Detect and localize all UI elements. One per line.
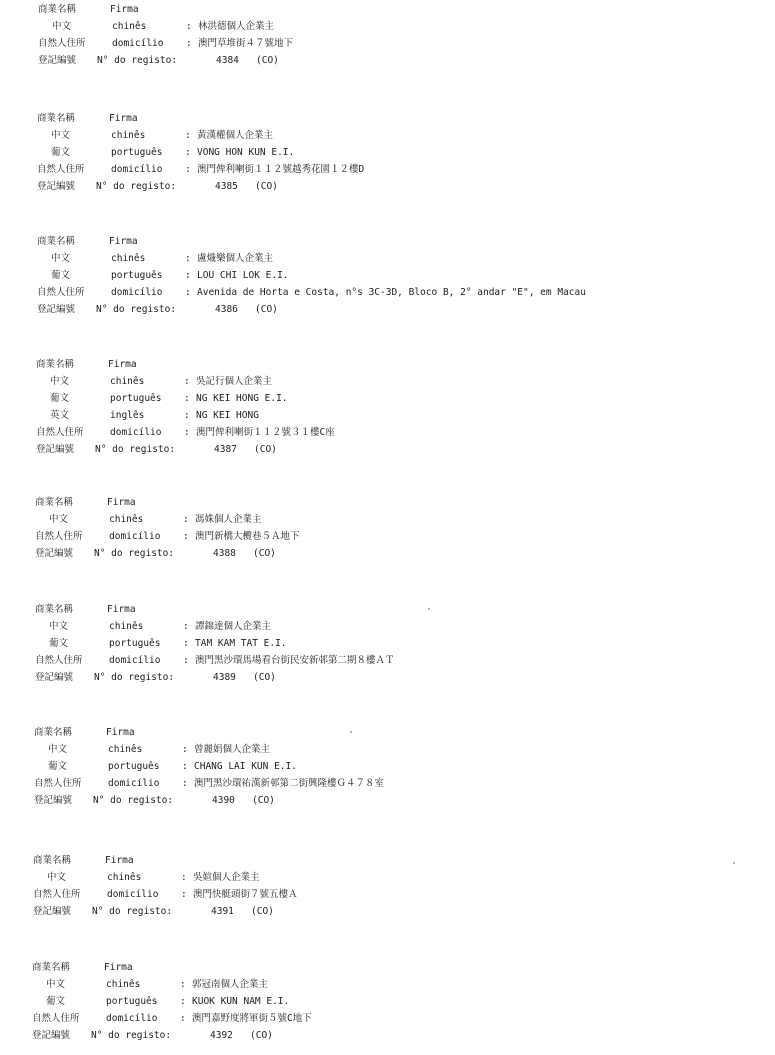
- registo-label-zh: 登記編號: [37, 181, 76, 192]
- language-label-zh: 葡文: [46, 996, 66, 1007]
- firma-label-zh: 商業名稱: [36, 359, 75, 370]
- registo-row: [36, 441, 736, 458]
- domicilio-row: [34, 775, 734, 792]
- registo-row: [35, 545, 735, 562]
- firma-label-zh: 商業名稱: [38, 4, 77, 15]
- language-label-zh: 中文: [48, 744, 68, 755]
- firm-name-value: CHANG LAI KUN E.I.: [194, 761, 297, 772]
- registry-entry: [32, 959, 732, 1044]
- colon-separator: :: [185, 164, 191, 175]
- colon-separator: :: [180, 979, 186, 990]
- registo-label-pt: N° do registo:: [93, 795, 174, 806]
- registo-label-zh: 登記編號: [34, 795, 73, 806]
- domicilio-value: 澳門嘉野度將軍街５號C地下: [192, 1013, 312, 1024]
- firma-label-pt: Firma: [105, 855, 134, 866]
- name-row: [37, 267, 737, 284]
- registo-number: 4384: [216, 55, 239, 66]
- registry-entry: [37, 233, 737, 318]
- domicilio-label-zh: 自然人住所: [33, 889, 81, 900]
- firma-label-zh: 商業名稱: [35, 604, 74, 615]
- name-row: [34, 741, 734, 758]
- language-label-pt: chinês: [109, 514, 144, 525]
- firm-name-value: 郭冠南個人企業主: [192, 979, 269, 990]
- name-row: [35, 511, 735, 528]
- firm-name-value: 黃漢權個人企業主: [197, 130, 274, 141]
- registo-row: [35, 669, 735, 686]
- name-row: [35, 635, 735, 652]
- registo-label-pt: N° do registo:: [96, 181, 177, 192]
- firma-label-pt: Firma: [106, 727, 135, 738]
- firm-name-value: VONG HON KUN E.I.: [197, 147, 295, 158]
- domicilio-label-zh: 自然人住所: [35, 531, 83, 542]
- registo-label-zh: 登記編號: [37, 304, 76, 315]
- colon-separator: :: [186, 38, 192, 49]
- name-row: [37, 250, 737, 267]
- language-label-zh: 中文: [52, 21, 72, 32]
- colon-separator: :: [184, 393, 190, 404]
- colon-separator: :: [186, 21, 192, 32]
- registo-number: 4385: [215, 181, 238, 192]
- language-label-zh: 中文: [46, 979, 66, 990]
- firma-label-zh: 商業名稱: [33, 855, 72, 866]
- registo-label-zh: 登記編號: [35, 672, 74, 683]
- firma-label-pt: Firma: [108, 359, 137, 370]
- registry-entry: [38, 1, 738, 69]
- colon-separator: :: [180, 1013, 186, 1024]
- firma-label-pt: Firma: [107, 497, 136, 508]
- domicilio-label-zh: 自然人住所: [37, 287, 85, 298]
- language-label-pt: português: [110, 393, 162, 404]
- colon-separator: :: [185, 270, 191, 281]
- firma-row: [34, 724, 734, 741]
- domicilio-label-pt: domicílio: [108, 778, 160, 789]
- registo-row: [38, 52, 738, 69]
- scan-speck: [733, 862, 735, 864]
- registo-row: [33, 903, 733, 920]
- firm-name-value: 盧熾樂個人企業主: [197, 253, 274, 264]
- domicilio-label-zh: 自然人住所: [34, 778, 82, 789]
- registry-entry: [36, 356, 736, 458]
- language-label-pt: português: [111, 147, 163, 158]
- name-row: [33, 869, 733, 886]
- domicilio-value: 澳門俾利喇街１１２號越秀花園１２樓D: [197, 164, 365, 175]
- domicilio-value: 澳門黑沙環馬場看台街民安新邨第二期８樓ＡＴ: [195, 655, 395, 666]
- domicilio-row: [38, 35, 738, 52]
- domicilio-label-zh: 自然人住所: [35, 655, 83, 666]
- name-row: [32, 976, 732, 993]
- language-label-zh: 葡文: [48, 761, 68, 772]
- firma-label-zh: 商業名稱: [34, 727, 73, 738]
- language-label-zh: 英文: [50, 410, 70, 421]
- registo-label-zh: 登記編號: [32, 1030, 71, 1041]
- colon-separator: :: [183, 655, 189, 666]
- firma-row: [35, 494, 735, 511]
- firma-row: [32, 959, 732, 976]
- domicilio-row: [37, 161, 737, 178]
- language-label-zh: 中文: [50, 376, 70, 387]
- registo-label-pt: N° do registo:: [91, 1030, 172, 1041]
- domicilio-value: Avenida de Horta e Costa, n°s 3C-3D, Bloco B, 2° andar "E", em Macau: [197, 287, 586, 298]
- firma-label-pt: Firma: [104, 962, 133, 973]
- registo-code: (CO): [255, 304, 278, 315]
- registo-number: 4392: [210, 1030, 233, 1041]
- firma-row: [37, 233, 737, 250]
- domicilio-label-pt: domicílio: [106, 1013, 158, 1024]
- domicilio-label-pt: domicílio: [110, 427, 162, 438]
- registo-code: (CO): [255, 181, 278, 192]
- colon-separator: :: [182, 778, 188, 789]
- domicilio-row: [36, 424, 736, 441]
- colon-separator: :: [183, 531, 189, 542]
- language-label-zh: 中文: [49, 514, 69, 525]
- firm-name-value: 林洪德個人企業主: [198, 21, 275, 32]
- firma-label-zh: 商業名稱: [37, 236, 76, 247]
- firm-name-value: NG KEI HONG: [196, 410, 259, 421]
- registry-entry: [34, 724, 734, 809]
- domicilio-label-pt: domicílio: [112, 38, 164, 49]
- firma-row: [36, 356, 736, 373]
- firma-row: [35, 601, 735, 618]
- language-label-pt: chinês: [110, 376, 145, 387]
- colon-separator: :: [184, 376, 190, 387]
- registo-number: 4386: [215, 304, 238, 315]
- language-label-pt: chinês: [106, 979, 141, 990]
- language-label-pt: chinês: [109, 621, 144, 632]
- language-label-pt: português: [111, 270, 163, 281]
- registo-code: (CO): [253, 548, 276, 559]
- registry-entry: [35, 601, 735, 686]
- registo-code: (CO): [253, 672, 276, 683]
- language-label-pt: chinês: [112, 21, 147, 32]
- language-label-zh: 葡文: [51, 147, 71, 158]
- registo-label-pt: N° do registo:: [97, 55, 178, 66]
- language-label-pt: português: [109, 638, 161, 649]
- firma-row: [37, 110, 737, 127]
- registo-code: (CO): [256, 55, 279, 66]
- colon-separator: :: [185, 147, 191, 158]
- domicilio-value: 澳門快艇頭街７號五樓Ａ: [193, 889, 298, 900]
- name-row: [38, 18, 738, 35]
- registo-number: 4388: [213, 548, 236, 559]
- domicilio-label-pt: domicílio: [109, 531, 161, 542]
- registo-code: (CO): [254, 444, 277, 455]
- domicilio-value: 澳門新橋大欖巷５Ａ地下: [195, 531, 300, 542]
- registry-entry: [37, 110, 737, 195]
- language-label-zh: 葡文: [51, 270, 71, 281]
- language-label-zh: 中文: [51, 253, 71, 264]
- colon-separator: :: [181, 889, 187, 900]
- domicilio-label-pt: domicílio: [109, 655, 161, 666]
- domicilio-row: [37, 284, 737, 301]
- firma-label-zh: 商業名稱: [37, 113, 76, 124]
- domicilio-value: 澳門草堆街４７號地下: [198, 38, 294, 49]
- firma-label-pt: Firma: [109, 113, 138, 124]
- firma-row: [33, 852, 733, 869]
- registo-number: 4390: [212, 795, 235, 806]
- firm-name-value: TAM KAM TAT E.I.: [195, 638, 287, 649]
- registo-label-zh: 登記編號: [36, 444, 75, 455]
- registo-label-zh: 登記編號: [35, 548, 74, 559]
- registry-entry: [33, 852, 733, 920]
- registo-label-pt: N° do registo:: [94, 672, 175, 683]
- name-row: [34, 758, 734, 775]
- colon-separator: :: [182, 744, 188, 755]
- registo-number: 4387: [214, 444, 237, 455]
- firma-label-pt: Firma: [110, 4, 139, 15]
- domicilio-row: [35, 652, 735, 669]
- firma-row: [38, 1, 738, 18]
- firma-label-zh: 商業名稱: [32, 962, 71, 973]
- registo-label-zh: 登記編號: [38, 55, 77, 66]
- colon-separator: :: [185, 130, 191, 141]
- colon-separator: :: [185, 253, 191, 264]
- colon-separator: :: [185, 287, 191, 298]
- name-row: [35, 618, 735, 635]
- name-row: [36, 373, 736, 390]
- registo-label-pt: N° do registo:: [95, 444, 176, 455]
- domicilio-label-zh: 自然人住所: [38, 38, 86, 49]
- name-row: [37, 144, 737, 161]
- name-row: [32, 993, 732, 1010]
- colon-separator: :: [183, 514, 189, 525]
- registo-row: [37, 301, 737, 318]
- domicilio-row: [33, 886, 733, 903]
- language-label-zh: 中文: [51, 130, 71, 141]
- registry-entry: [35, 494, 735, 562]
- registo-label-pt: N° do registo:: [96, 304, 177, 315]
- language-label-zh: 中文: [49, 621, 69, 632]
- language-label-zh: 葡文: [49, 638, 69, 649]
- language-label-pt: português: [106, 996, 158, 1007]
- registo-row: [34, 792, 734, 809]
- colon-separator: :: [181, 872, 187, 883]
- registo-label-pt: N° do registo:: [92, 906, 173, 917]
- domicilio-value: 澳門俾利喇街１１２號３１樓C座: [196, 427, 335, 438]
- firma-label-zh: 商業名稱: [35, 497, 74, 508]
- colon-separator: :: [183, 621, 189, 632]
- firm-name-value: 馮姝個人企業主: [195, 514, 262, 525]
- language-label-zh: 中文: [47, 872, 67, 883]
- registo-row: [37, 178, 737, 195]
- firma-label-pt: Firma: [109, 236, 138, 247]
- registo-label-pt: N° do registo:: [94, 548, 175, 559]
- firma-label-pt: Firma: [107, 604, 136, 615]
- name-row: [36, 390, 736, 407]
- language-label-pt: chinês: [107, 872, 142, 883]
- language-label-zh: 葡文: [50, 393, 70, 404]
- registo-code: (CO): [250, 1030, 273, 1041]
- firm-name-value: 吳記行個人企業主: [196, 376, 273, 387]
- firm-name-value: KUOK KUN NAM E.I.: [192, 996, 290, 1007]
- registo-code: (CO): [252, 795, 275, 806]
- domicilio-row: [35, 528, 735, 545]
- registo-code: (CO): [251, 906, 274, 917]
- colon-separator: :: [180, 996, 186, 1007]
- language-label-pt: chinês: [108, 744, 143, 755]
- firm-name-value: NG KEI HONG E.I.: [196, 393, 288, 404]
- colon-separator: :: [184, 410, 190, 421]
- domicilio-label-zh: 自然人住所: [36, 427, 84, 438]
- domicilio-label-pt: domicílio: [111, 164, 163, 175]
- registo-number: 4391: [211, 906, 234, 917]
- language-label-pt: inglês: [110, 410, 145, 421]
- registo-row: [32, 1027, 732, 1044]
- language-label-pt: português: [108, 761, 160, 772]
- colon-separator: :: [184, 427, 190, 438]
- firm-name-value: 吳媗個人企業主: [193, 872, 260, 883]
- colon-separator: :: [183, 638, 189, 649]
- name-row: [37, 127, 737, 144]
- domicilio-label-zh: 自然人住所: [37, 164, 85, 175]
- firm-name-value: 譚錦達個人企業主: [195, 621, 272, 632]
- domicilio-label-pt: domicílio: [111, 287, 163, 298]
- domicilio-value: 澳門黑沙環祐漢新邨第二街興隆樓Ｇ４７８室: [194, 778, 385, 789]
- domicilio-label-zh: 自然人住所: [32, 1013, 80, 1024]
- language-label-pt: chinês: [111, 130, 146, 141]
- language-label-pt: chinês: [111, 253, 146, 264]
- colon-separator: :: [182, 761, 188, 772]
- name-row: [36, 407, 736, 424]
- registo-number: 4389: [213, 672, 236, 683]
- registo-label-zh: 登記編號: [33, 906, 72, 917]
- domicilio-label-pt: domicílio: [107, 889, 159, 900]
- domicilio-row: [32, 1010, 732, 1027]
- firm-name-value: 曾麗娟個人企業主: [194, 744, 271, 755]
- firm-name-value: LOU CHI LOK E.I.: [197, 270, 289, 281]
